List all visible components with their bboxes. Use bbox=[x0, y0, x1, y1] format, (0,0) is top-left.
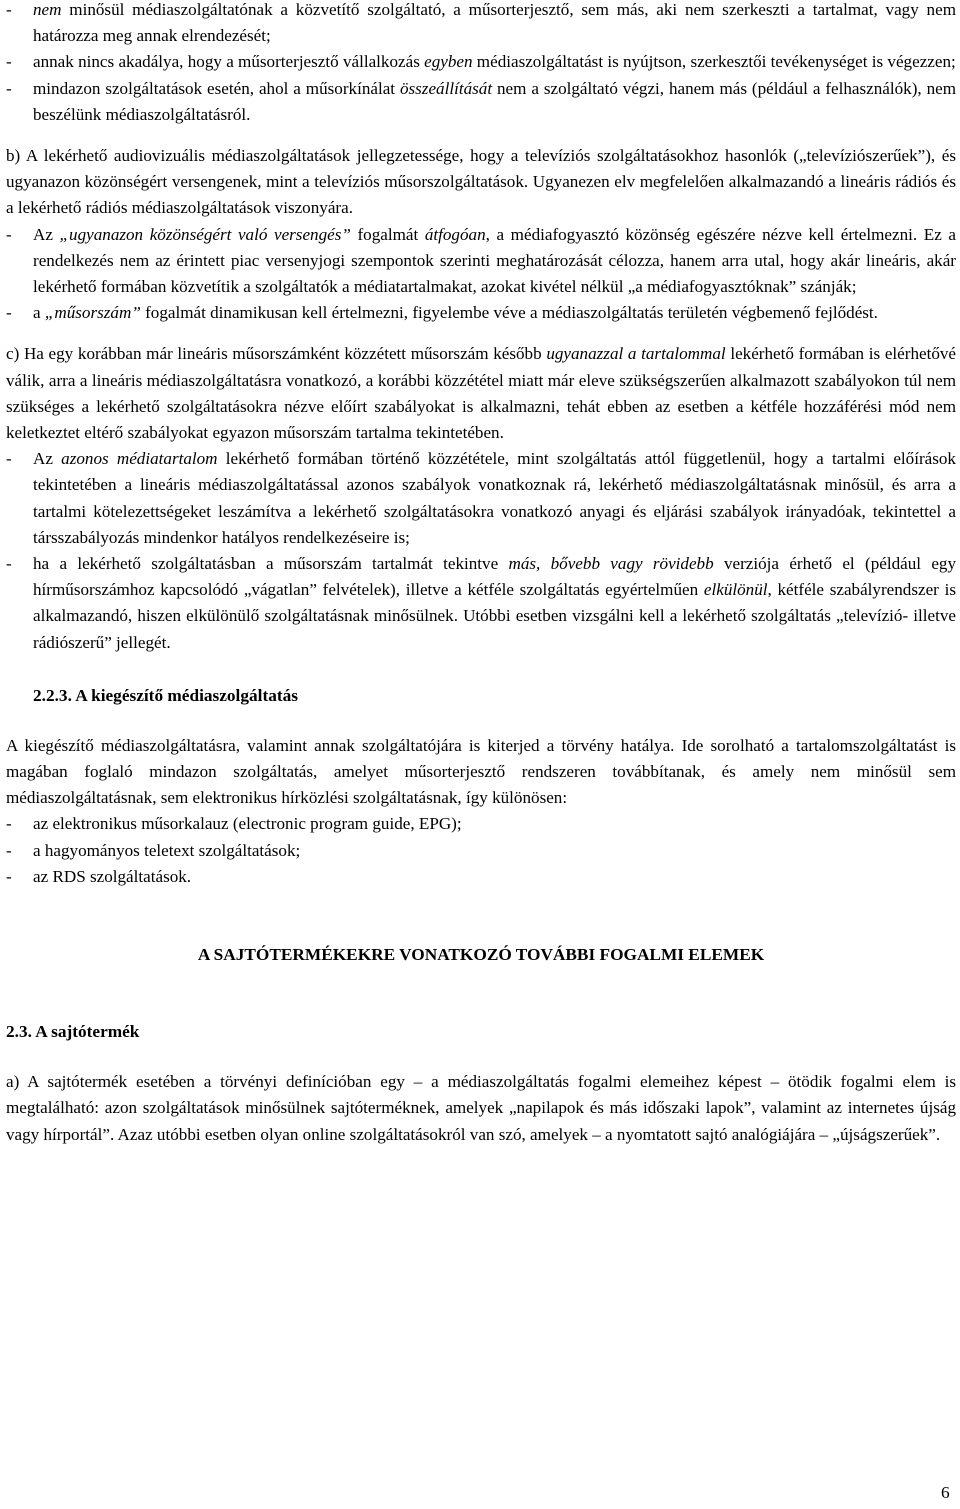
dash: - bbox=[6, 866, 12, 886]
list-item bbox=[6, 551, 956, 656]
emphasis: egyben bbox=[424, 52, 473, 72]
list-item-text: mindazon szolgáltatások esetén, ahol a műsorkínálat bbox=[33, 78, 400, 98]
dash: - bbox=[6, 449, 12, 469]
emphasis: ugyanazzal a tartalommal bbox=[546, 344, 726, 364]
paragraph-223: A kiegészítő médiaszolgáltatásra, valamint annak szolgáltatójára is kiterjed a törvény hatálya. Ide sorolható a tartalomszolgáltatást is magában foglaló mindazon szolgáltatás, amelyet műsorterjesztő rendszeren továbbítanak, és amely nem minősül sem médiaszolgáltatásnak, sem elektronikus hírközlési szolgáltatásnak, így különösen: bbox=[6, 735, 956, 808]
paragraph-text: c) Ha egy korábban már lineáris műsorszámként közzétett műsorszám később bbox=[6, 344, 547, 364]
list-item bbox=[6, 838, 956, 864]
list-item-text: annak nincs akadálya, hogy a műsorterjesztő vállalkozás bbox=[33, 52, 425, 72]
list-item-text: Az bbox=[33, 449, 62, 469]
list-item-text: a hagyományos teletext szolgáltatások; bbox=[33, 840, 301, 860]
emphasis: azonos médiatartalom bbox=[61, 449, 218, 469]
dash: - bbox=[6, 78, 12, 98]
main-heading: A SAJTÓTERMÉKEKRE VONATKOZÓ TOVÁBBI FOGALMI ELEMEK bbox=[197, 945, 765, 965]
emphasis: összeállítását bbox=[399, 78, 493, 98]
emphasis: „ugyanazon közönségért való versengés” bbox=[59, 224, 351, 244]
paragraph-b: b) A lekérhető audiovizuális médiaszolgáltatások jellegzetessége, hogy a televíziós szolgáltatásokhoz hasonlók („televíziószerűek”), és ugyanazon közönségért versengenek, mint a televíziós műsorszolgáltatások. Ugyanezen elv megfelelően alkalmazandó a lineáris rádiós és a lekérhető rádiós médiaszolgáltatások viszonyára. bbox=[6, 146, 956, 218]
dash: - bbox=[6, 0, 12, 19]
dash: - bbox=[6, 52, 12, 72]
emphasis: nem bbox=[33, 0, 62, 19]
list-item-text: fogalmát dinamikusan kell értelmezni, figyelembe véve a médiaszolgáltatás területén végbemenő fejlődést. bbox=[140, 303, 878, 323]
list-item-text: , a médiafogyasztó közönség egészére nézve kell értelmezni. Ez a rendelkezés nem az érintett piac versenyjogi szempontok szerinti meghatározását célozza, hanem arra utal, hogy akár lineáris, akár lekérhető formában közvetítik a szolgáltatók a médiatartalmakat, azokat kivétel nélkül „a médiafogyasztóknak” szánják; bbox=[33, 224, 956, 297]
emphasis: elkülönül bbox=[703, 580, 768, 600]
page-number: 6 bbox=[941, 1483, 950, 1502]
section-heading-223: 2.2.3. A kiegészítő médiaszolgáltatás bbox=[33, 685, 298, 705]
dash: - bbox=[6, 303, 12, 323]
list-item bbox=[6, 0, 956, 49]
list-item-text: lekérhető formában történő közzététele, mint szolgáltatás attól függetlenül, hogy a tartalmi előírások tekintetében a lineáris médiaszolgáltatással azonos szabályok vonatkoznak rá, lekérhető médiaszolgáltatásnak minősül, és arra a tartalmi kötelezettségeket leszámítva a lekérhető szolgáltatásokra vonatkozó anyagi és eljárási szabályok irányadóak, tekintettel a társszabályozás mindenkor hatályos rendelkezéseire is; bbox=[33, 449, 956, 547]
emphasis: átfogóan bbox=[424, 224, 486, 244]
dash: - bbox=[6, 840, 12, 860]
dash: - bbox=[6, 224, 12, 244]
list-item-text: fogalmát bbox=[350, 224, 425, 244]
paragraph-c bbox=[6, 341, 956, 446]
list-item-text: a bbox=[33, 303, 45, 323]
list-item-text: , kétféle szabályrendszer is alkalmazandó, hiszen elkülönülő szolgáltatásnak minősülnek. Utóbbi esetben vizsgálni kell a lekérhető szolgáltatás „televízió- illetve rádiószerű” jellegét. bbox=[33, 580, 956, 652]
list-item-text: Az bbox=[33, 224, 60, 244]
list-item bbox=[6, 49, 956, 75]
document-page bbox=[6, 0, 956, 1148]
list-item bbox=[6, 446, 956, 551]
list-item-text: minősül médiaszolgáltatónak a közvetítő szolgáltató, a műsorterjesztő, sem más, aki nem szerkeszti a tartalmat, vagy nem határozza meg annak elrendezését; bbox=[33, 0, 956, 46]
list-item bbox=[6, 811, 956, 837]
dash: - bbox=[6, 814, 12, 834]
list-item-text: az elektronikus műsorkalauz (electronic program guide, EPG); bbox=[33, 814, 462, 834]
list-item-text: médiaszolgáltatást is nyújtson, szerkesztői tevékenységet is végezzen; bbox=[472, 52, 956, 72]
dash: - bbox=[6, 554, 12, 574]
section-heading-23: 2.3. A sajtótermék bbox=[6, 1022, 140, 1042]
list-item bbox=[6, 222, 956, 301]
paragraph-23: a) A sajtótermék esetében a törvényi definícióban egy – a médiaszolgáltatás fogalmi elemeihez képest – ötödik fogalmi elem is megtalálható: azon szolgáltatások minősülnek sajtóterméknek, amelyek „napilapok és más időszaki lapok”, valamint az internetes újság vagy hírportál”. Azaz utóbbi esetben olyan online szolgáltatásokról van szó, amelyek – a nyomtatott sajtó analógiájára – „újságszerűek”. bbox=[6, 1072, 956, 1144]
emphasis: „műsorszám” bbox=[44, 303, 141, 323]
list-item-text: ha a lekérhető szolgáltatásban a műsorszám tartalmát tekintve bbox=[33, 554, 509, 574]
list-item-text: nem a szolgáltató végzi, hanem más (például a felhasználók), nem beszélünk médiaszolgáltatásról. bbox=[33, 78, 956, 124]
list-item-text: verziója érhető el (például egy hírműsorszámhoz kapcsolódó „vágatlan” felvételek), illetve a kétféle szolgáltatás egyértelműen bbox=[33, 554, 956, 600]
top-list bbox=[6, 0, 956, 128]
list-item bbox=[6, 300, 956, 326]
emphasis: más, bővebb vagy rövidebb bbox=[508, 554, 714, 574]
list-item bbox=[6, 76, 956, 128]
list-item bbox=[6, 864, 956, 890]
list-item-text: az RDS szolgáltatások. bbox=[33, 866, 192, 886]
paragraph-text: lekérhető formában is elérhetővé válik, arra a lineáris médiaszolgáltatásra vonatkozó, a korábbi közzététel miatt már eleve szükségszerűen alkalmazott szabályokon túl nem szükséges a lekérhető szolgáltatásokra nézve előírt szabályokat is alkalmazni, tehát ebben az esetben a kétféle hozzáférési mód nem keletkeztet eltérő szabályokat egyazon műsorszám tartalma tekintetében. bbox=[6, 344, 957, 443]
